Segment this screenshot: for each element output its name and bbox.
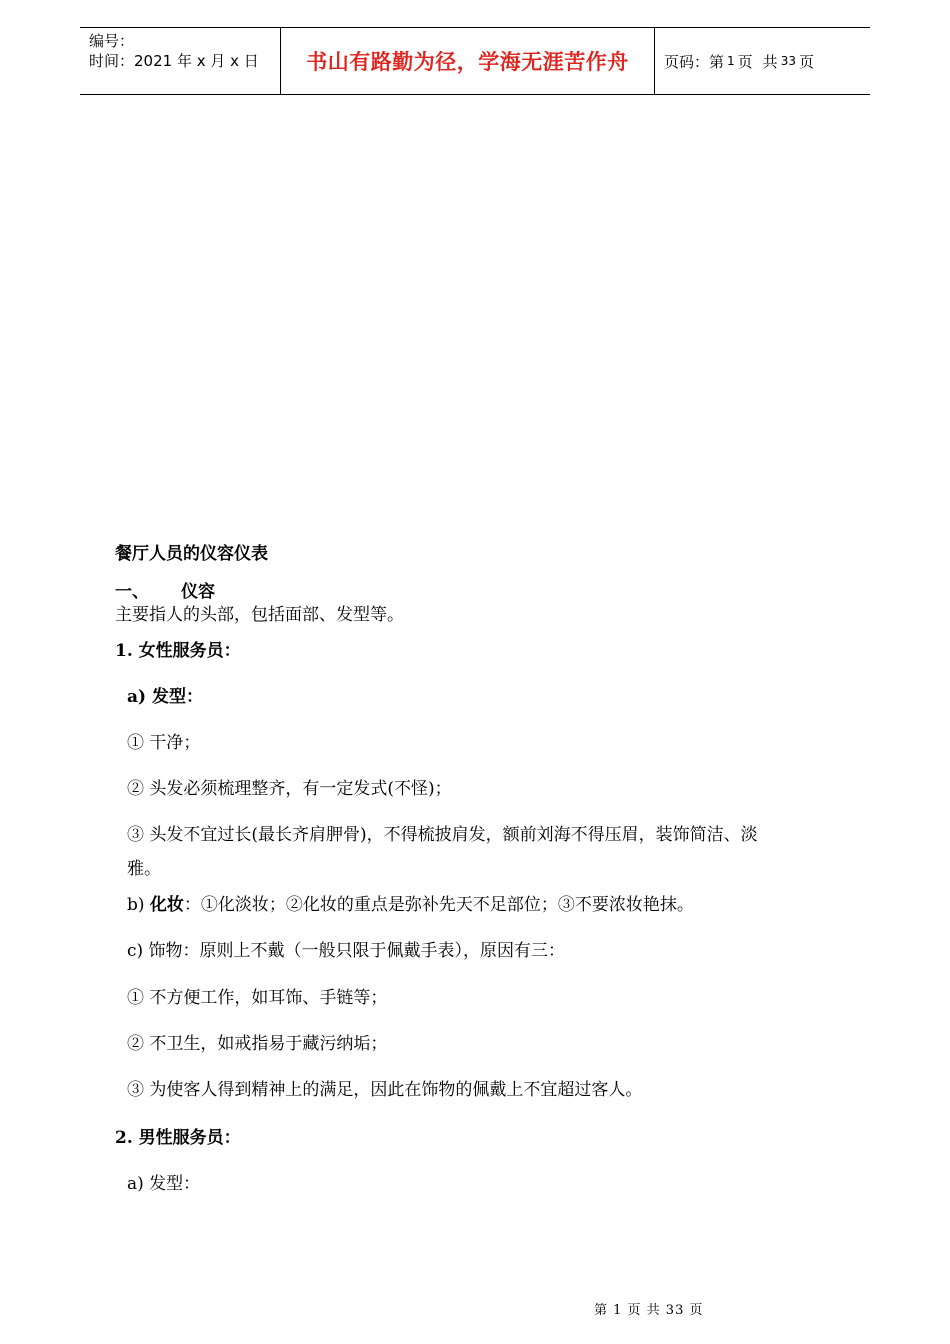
number-label: 编号： [89,32,135,50]
accessories-reason-2: ② 不卫生，如戒指易于藏污纳垢； [127,1034,388,1054]
header-motto-cell [281,28,655,94]
motto: 书山有路勤为径，学海无涯苦作舟 [306,50,629,74]
hair-label: a) 发型： [127,687,203,707]
header-meta [80,28,281,94]
makeup-line [127,890,694,915]
page-number: 1 [727,54,735,68]
hair-item-2: ② 头发必须梳理整齐，有一定发式(不怪)； [127,779,452,799]
hair-item-3: ③ 头发不宜过长(最长齐肩胛骨)，不得梳披肩发，额前刘海不得压眉，装饰简洁、淡 [127,825,758,845]
section-number: 一、 [115,582,149,602]
page-mid: 页 [737,52,753,71]
time-label: 时间：2021 年 x 月 x 日 [89,52,259,70]
makeup-label: 化妆 [149,895,184,915]
page-prefix: 页码：第 [664,52,725,71]
section-heading [115,577,215,602]
header-table [80,27,870,95]
total-suffix: 页 [798,52,814,71]
doc-title: 餐厅人员的仪容仪表 [115,544,268,564]
hair-item-3-cont: 雅。 [127,859,161,879]
accessories-reason-3: ③ 为使客人得到精神上的满足，因此在饰物的佩戴上不宜超过客人。 [127,1080,643,1100]
page-footer: 第 1 页 共 33 页 [594,1303,704,1318]
item-female-staff: 1. 女性服务员： [115,641,241,661]
header-page-info [655,28,870,94]
intro-text: 主要指人的头部，包括面部、发型等。 [115,605,404,625]
male-hair-label: a) 发型： [127,1174,201,1194]
total-prefix: 共 [762,52,778,71]
section-title: 仪容 [181,582,215,602]
makeup-text: ：①化淡妆；②化妆的重点是弥补先天不足部位；③不要浓妆艳抹。 [183,895,694,915]
accessories-reason-1: ① 不方便工作，如耳饰、手链等； [127,988,388,1008]
hair-item-1: ① 干净； [127,733,201,753]
item-male-staff: 2. 男性服务员： [115,1128,241,1148]
accessories-line: c) 饰物：原则上不戴（一般只限于佩戴手表），原因有三： [127,941,566,961]
total-pages: 33 [780,54,796,68]
makeup-prefix: b) [127,895,150,915]
